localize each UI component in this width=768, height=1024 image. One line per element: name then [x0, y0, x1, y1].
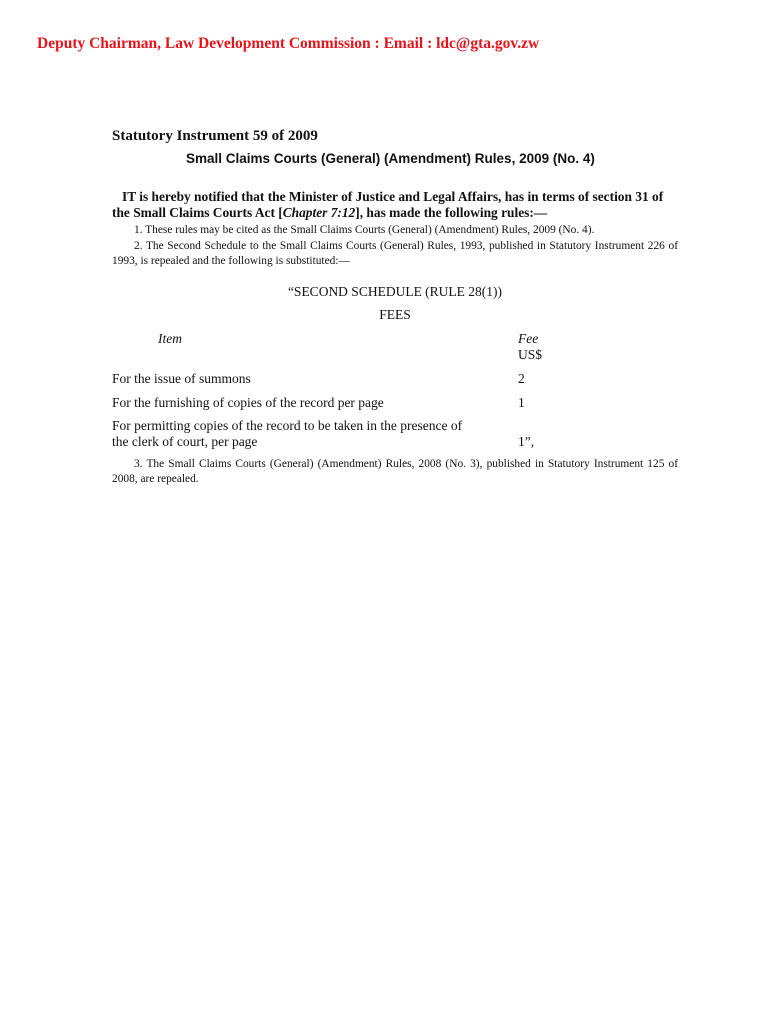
schedule-heading: “SECOND SCHEDULE (RULE 28(1)): [287, 284, 503, 299]
fee-row-amount: 1: [518, 395, 525, 410]
fee-row-item: For permitting copies of the record to be taken in the presence of the clerk of court, per page: [112, 418, 463, 449]
document-title: Small Claims Courts (General) (Amendment) Rules, 2009 (No. 4): [186, 151, 595, 166]
preamble-text-end: ], has made the following rules:—: [355, 205, 548, 220]
fee-row-item: For the furnishing of copies of the record per page: [112, 395, 384, 410]
fee-row-item: For the issue of summons: [112, 371, 251, 386]
fee-row-amount: 2: [518, 371, 525, 386]
rule-2: 2. The Second Schedule to the Small Claims Courts (General) Rules, 1993, published in Statutory Instrument 226 of 1993, is repealed and the following is substituted:—: [112, 240, 678, 267]
column-header-item: Item: [158, 331, 182, 346]
header-contact-note: Deputy Chairman, Law Development Commission : Email : ldc@gta.gov.zw: [37, 35, 540, 52]
column-header-fee: Fee: [518, 331, 539, 346]
rule-3: 3. The Small Claims Courts (General) (Amendment) Rules, 2008 (No. 3), published in Statutory Instrument 125 of 2008, are repealed.: [112, 458, 678, 485]
preamble: [112, 189, 678, 221]
rule-1: 1. These rules may be cited as the Small Claims Courts (General) (Amendment) Rules, 2009 (No. 4).: [134, 224, 595, 236]
preamble-text-start: IT is hereby notified that the Minister of Justice and Legal Affairs, has in terms of section 31 of the Small Claims Courts Act [: [112, 189, 664, 220]
column-header-currency: US$: [518, 347, 543, 362]
preamble-chapter: Chapter 7:12: [282, 205, 356, 220]
fees-heading: FEES: [379, 307, 411, 322]
instrument-number: Statutory Instrument 59 of 2009: [112, 128, 318, 144]
fee-row-amount: 1”,: [518, 434, 535, 449]
